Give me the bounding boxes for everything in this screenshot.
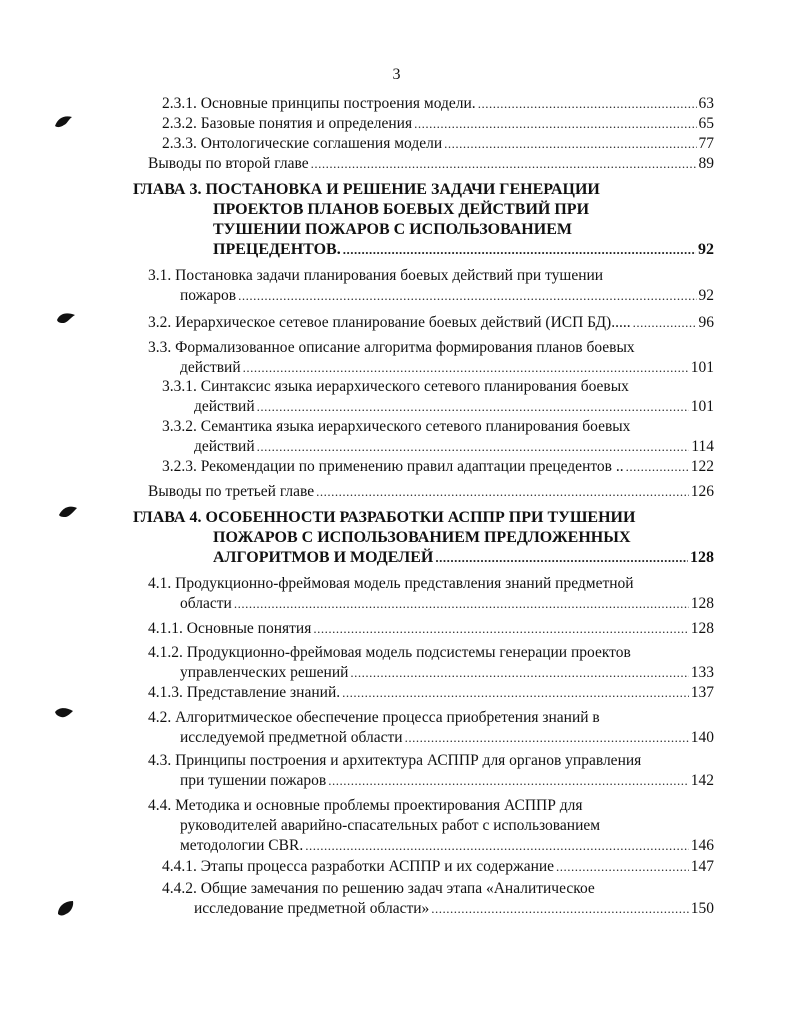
toc-entry-line bbox=[148, 286, 714, 306]
toc-entry bbox=[162, 134, 714, 154]
dot-leader bbox=[414, 114, 696, 134]
toc-entry-text: 4.2. Алгоритмическое обеспечение процесса приобретения знаний в bbox=[148, 709, 600, 726]
dot-leader bbox=[305, 836, 689, 856]
toc-entry-text: 2.3.1. Основные принципы построения модели. bbox=[162, 95, 476, 112]
toc-page-number: 133 bbox=[690, 664, 714, 681]
toc-entry bbox=[148, 751, 714, 791]
page-number: 3 bbox=[392, 66, 401, 83]
toc-entry bbox=[148, 708, 714, 748]
toc-entry-line bbox=[148, 728, 714, 748]
toc-entry-line bbox=[162, 417, 714, 437]
toc-entry-line bbox=[133, 240, 714, 260]
dot-leader bbox=[478, 94, 697, 114]
binding-hole-mark bbox=[55, 308, 77, 328]
toc-page-number: 114 bbox=[691, 438, 714, 455]
dot-leader bbox=[316, 482, 689, 502]
toc-chapter-heading bbox=[133, 508, 714, 568]
toc-entry-text: 3.3.1. Синтаксис языка иерархического сетевого планирования боевых bbox=[162, 378, 629, 395]
toc-entry-text: 3.3. Формализованное описание алгоритма формирования планов боевых bbox=[148, 339, 635, 356]
toc-page-number: 147 bbox=[690, 858, 714, 875]
toc-entry bbox=[148, 683, 714, 703]
toc-entry-text: пожаров bbox=[180, 287, 237, 304]
toc-entry-line bbox=[148, 619, 714, 639]
dot-leader bbox=[234, 594, 689, 614]
toc-entry-line bbox=[162, 134, 714, 154]
dot-leader bbox=[342, 683, 689, 703]
dot-leader bbox=[431, 899, 688, 919]
toc-entry-line bbox=[148, 771, 714, 791]
toc-entry-line bbox=[148, 313, 714, 333]
toc-entry bbox=[162, 457, 714, 477]
binding-hole-mark bbox=[53, 703, 75, 723]
toc-entry-text: 4.1.2. Продукционно-фреймовая модель подсистемы генерации проектов bbox=[148, 644, 631, 661]
toc-entry-text: действий bbox=[194, 438, 255, 455]
toc-entry-text: 4.4.1. Этапы процесса разработки АСППР и их содержание bbox=[162, 858, 555, 875]
toc-entry-text: ПРОЕКТОВ ПЛАНОВ БОЕВЫХ ДЕЙСТВИЙ ПРИ bbox=[213, 201, 590, 218]
toc-entry-line bbox=[148, 708, 714, 728]
dot-leader bbox=[328, 771, 689, 791]
toc-entry-text: области bbox=[180, 595, 232, 612]
toc-entry-line bbox=[148, 594, 714, 614]
toc-entry-text: АЛГОРИТМОВ И МОДЕЛЕЙ bbox=[213, 549, 434, 566]
toc-entry-line bbox=[148, 482, 714, 502]
dot-leader bbox=[257, 397, 689, 417]
toc-entry-line bbox=[133, 508, 714, 528]
binding-hole-mark bbox=[52, 112, 74, 132]
toc-page-number: 146 bbox=[690, 837, 714, 854]
toc-page-number: 140 bbox=[690, 729, 714, 746]
toc-entry-text: 4.1. Продукционно-фреймовая модель представления знаний предметной bbox=[148, 575, 634, 592]
toc-entry bbox=[162, 857, 714, 877]
toc-entry-line bbox=[162, 879, 714, 899]
toc-entry bbox=[148, 643, 714, 683]
dot-leader bbox=[257, 437, 690, 457]
toc-page-number: 128 bbox=[690, 595, 714, 612]
toc-entry-text: руководителей аварийно-спасательных работ с использованием bbox=[180, 817, 601, 834]
toc-entry-text: Выводы по второй главе bbox=[148, 155, 309, 172]
toc-entry-line bbox=[133, 180, 714, 200]
dot-leader bbox=[238, 286, 696, 306]
toc-entry bbox=[148, 266, 714, 306]
dot-leader bbox=[633, 313, 697, 333]
toc-entry-text: 4.1.1. Основные понятия bbox=[148, 620, 312, 637]
toc-entry-line bbox=[148, 266, 714, 286]
toc-chapter-heading bbox=[133, 180, 714, 260]
dot-leader bbox=[243, 358, 689, 378]
toc-entry-line bbox=[162, 857, 714, 877]
toc-entry bbox=[148, 313, 714, 333]
toc-entry-line bbox=[148, 751, 714, 771]
toc-entry-line bbox=[148, 643, 714, 663]
toc-page-number: 92 bbox=[698, 287, 714, 304]
toc-entry-line bbox=[162, 899, 714, 919]
toc-page-number: 77 bbox=[698, 135, 714, 152]
dot-leader bbox=[405, 728, 689, 748]
toc-entry-line bbox=[162, 437, 714, 457]
toc-entry-line bbox=[162, 457, 714, 477]
toc-page-number: 65 bbox=[698, 115, 714, 132]
toc-entry-line bbox=[148, 683, 714, 703]
toc-entry-line bbox=[133, 220, 714, 240]
toc-entry bbox=[148, 482, 714, 502]
toc-entry-line bbox=[133, 548, 714, 568]
toc-entry-line bbox=[148, 358, 714, 378]
toc-entry bbox=[162, 879, 714, 919]
toc-page-number: 96 bbox=[698, 314, 714, 331]
toc-entry-text: 4.4. Методика и основные проблемы проектирования АСППР для bbox=[148, 797, 583, 814]
toc-entry-line bbox=[133, 528, 714, 548]
toc-entry bbox=[162, 94, 714, 114]
toc-entry-text: действий bbox=[180, 359, 241, 376]
toc-entry-text: 3.2. Иерархическое сетевое планирование боевых действий (ИСП БД)..... bbox=[148, 314, 631, 331]
toc-page-number: 122 bbox=[690, 458, 714, 475]
toc-entry-text: управленческих решений bbox=[180, 664, 349, 681]
toc-entry-text: 2.3.3. Онтологические соглашения модели bbox=[162, 135, 443, 152]
toc-entry-line bbox=[162, 114, 714, 134]
toc-page-number: 128 bbox=[690, 549, 714, 566]
toc-entry-text: исследуемой предметной области bbox=[180, 729, 403, 746]
toc-entry-text: ГЛАВА 3. ПОСТАНОВКА И РЕШЕНИЕ ЗАДАЧИ ГЕНЕРАЦИИ bbox=[133, 181, 600, 198]
binding-hole-mark bbox=[57, 502, 79, 522]
toc-entry-text: ПОЖАРОВ С ИСПОЛЬЗОВАНИЕМ ПРЕДЛОЖЕННЫХ bbox=[213, 529, 631, 546]
toc-entry-text: ГЛАВА 4. ОСОБЕННОСТИ РАЗРАБОТКИ АСППР ПРИ ТУШЕНИИ bbox=[133, 509, 636, 526]
dot-leader bbox=[435, 548, 688, 568]
toc-entry-text: действий bbox=[194, 398, 255, 415]
toc-page-number: 126 bbox=[690, 483, 714, 500]
toc-entry-line bbox=[148, 836, 714, 856]
toc-entry-text: 4.3. Принципы построения и архитектура АСППР для органов управления bbox=[148, 752, 642, 769]
toc-entry-text: ПРЕЦЕДЕНТОВ. bbox=[213, 241, 341, 258]
dot-leader bbox=[444, 134, 696, 154]
toc-page-number: 142 bbox=[690, 772, 714, 789]
toc-entry-text: 3.2.3. Рекомендации по применению правил адаптации прецедентов .. bbox=[162, 458, 624, 475]
binding-hole-mark bbox=[55, 898, 77, 918]
toc-entry-text: методологии CBR. bbox=[180, 837, 304, 854]
toc-entry-line bbox=[148, 154, 714, 174]
dot-leader bbox=[556, 857, 689, 877]
toc-entry-line bbox=[162, 94, 714, 114]
toc-entry-text: 4.1.3. Представление знаний. bbox=[148, 684, 341, 701]
toc-entry bbox=[148, 619, 714, 639]
toc-entry-line bbox=[148, 663, 714, 683]
toc-entry bbox=[162, 114, 714, 134]
toc-page-number: 89 bbox=[698, 155, 714, 172]
toc-entry-line bbox=[148, 338, 714, 358]
dot-leader bbox=[350, 663, 688, 683]
toc-entry-text: Выводы по третьей главе bbox=[148, 483, 315, 500]
toc-entry bbox=[162, 377, 714, 417]
toc-entry-text: при тушении пожаров bbox=[180, 772, 327, 789]
toc-page-number: 150 bbox=[690, 900, 714, 917]
toc-page-number: 128 bbox=[690, 620, 714, 637]
toc-entry-line bbox=[148, 574, 714, 594]
toc-entry-line bbox=[148, 816, 714, 836]
toc-entry-text: 4.4.2. Общие замечания по решению задач этапа «Аналитическое bbox=[162, 880, 595, 897]
toc-entry-line bbox=[162, 377, 714, 397]
toc-entry-text: 3.1. Постановка задачи планирования боевых действий при тушении bbox=[148, 267, 604, 284]
toc-entry bbox=[148, 154, 714, 174]
toc-entry bbox=[162, 417, 714, 457]
toc-page-number: 92 bbox=[698, 241, 714, 258]
toc-page-number: 101 bbox=[690, 398, 714, 415]
dot-leader bbox=[311, 154, 697, 174]
toc-entry-text: 2.3.2. Базовые понятия и определения bbox=[162, 115, 413, 132]
toc-entry-line bbox=[133, 200, 714, 220]
toc-entry-text: ТУШЕНИИ ПОЖАРОВ С ИСПОЛЬЗОВАНИЕМ bbox=[213, 221, 572, 238]
toc-entry-text: исследование предметной области» bbox=[194, 900, 430, 917]
dot-leader bbox=[313, 619, 688, 639]
dot-leader bbox=[343, 240, 696, 260]
toc-page-number: 63 bbox=[698, 95, 714, 112]
toc-entry bbox=[148, 574, 714, 614]
dot-leader bbox=[626, 457, 689, 477]
toc-entry-text: 3.3.2. Семантика языка иерархического сетевого планирования боевых bbox=[162, 418, 631, 435]
toc-entry bbox=[148, 796, 714, 856]
toc-page-number: 101 bbox=[690, 359, 714, 376]
toc-entry-line bbox=[148, 796, 714, 816]
toc-page-number: 137 bbox=[690, 684, 714, 701]
toc-entry-line bbox=[162, 397, 714, 417]
toc-entry bbox=[148, 338, 714, 378]
